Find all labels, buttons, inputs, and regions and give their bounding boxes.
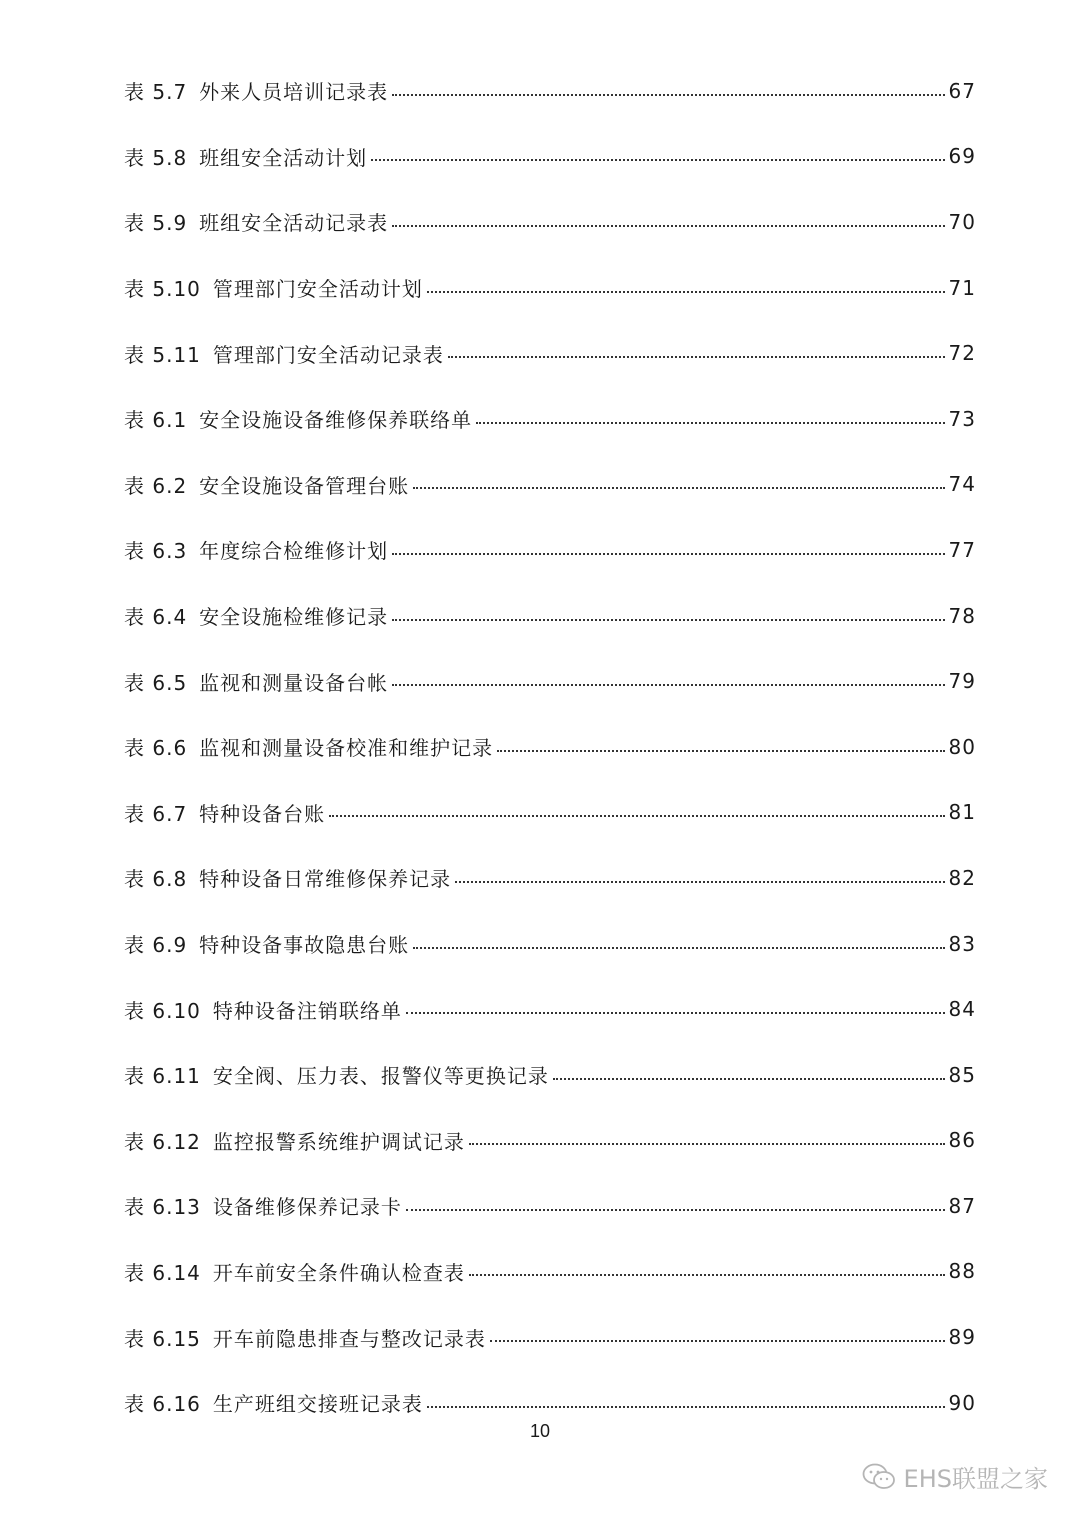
toc-entry[interactable] [124,255,976,321]
toc-entry[interactable] [124,1042,976,1108]
dot-leader [392,94,944,96]
dot-leader [427,291,945,293]
toc-entry-number: 表 6.14 [124,1260,201,1285]
toc-entry-page: 85 [948,1062,976,1087]
toc-entry-title: 外来人员培训记录表 [199,80,389,105]
toc-entry-number: 表 6.3 [124,539,188,564]
dot-leader [427,1406,945,1408]
toc-entry-title: 安全设施设备管理台账 [199,473,410,498]
toc-entry-title: 特种设备注销联络单 [212,998,402,1023]
dot-leader [371,159,944,161]
toc-entry[interactable] [124,1239,976,1305]
toc-entry-title: 监视和测量设备校准和维护记录 [199,736,494,761]
toc-entry-title: 年度综合检维修计划 [199,539,389,564]
dot-leader [406,1209,945,1211]
toc-entry-number: 表 5.9 [124,211,188,236]
toc-entry-number: 表 6.7 [124,801,188,826]
toc-entry[interactable] [124,1304,976,1370]
toc-entry-number: 表 6.1 [124,408,188,433]
toc-entry[interactable] [124,583,976,649]
toc-entry[interactable] [124,648,976,714]
toc-entry-title: 设备维修保养记录卡 [212,1195,402,1220]
toc-entry-number: 表 6.2 [124,473,188,498]
toc-entry-page: 84 [948,997,976,1022]
dot-leader [469,1143,945,1145]
toc-entry[interactable] [124,976,976,1042]
toc-entry-page: 86 [948,1128,976,1153]
table-of-contents [124,58,976,1435]
toc-entry-page: 82 [948,865,976,890]
toc-entry-title: 监控报警系统维护调试记录 [212,1129,465,1154]
toc-entry[interactable] [124,1173,976,1239]
dot-leader [392,684,944,686]
toc-entry-page: 67 [948,78,976,103]
dot-leader [392,225,944,227]
dot-leader [455,881,944,883]
toc-entry[interactable] [124,452,976,518]
toc-entry-title: 开车前安全条件确认检查表 [212,1260,465,1285]
toc-entry-page: 87 [948,1193,976,1218]
toc-entry-page: 79 [948,669,976,694]
toc-entry-page: 88 [948,1259,976,1284]
toc-entry-page: 90 [948,1390,976,1415]
toc-entry-page: 80 [948,734,976,759]
dot-leader [413,947,944,949]
toc-entry[interactable] [124,124,976,190]
toc-entry-number: 表 6.8 [124,867,188,892]
watermark-text: EHS联盟之家 [903,1465,1048,1493]
toc-entry[interactable] [124,189,976,255]
toc-entry-title: 班组安全活动记录表 [199,211,389,236]
toc-entry-page: 73 [948,406,976,431]
toc-entry-page: 70 [948,209,976,234]
toc-entry[interactable] [124,911,976,977]
toc-entry-number: 表 5.10 [124,277,201,302]
toc-entry[interactable] [124,780,976,846]
toc-entry-title: 管理部门安全活动计划 [212,277,423,302]
toc-entry-number: 表 6.12 [124,1129,201,1154]
toc-entry-page: 72 [948,341,976,366]
toc-entry-title: 安全阀、压力表、报警仪等更换记录 [212,1064,549,1089]
dot-leader [392,553,944,555]
page-number: 10 [529,1421,551,1441]
dot-leader [448,356,945,358]
dot-leader [469,1274,945,1276]
toc-entry-title: 生产班组交接班记录表 [212,1392,423,1417]
toc-entry-title: 管理部门安全活动记录表 [212,342,444,367]
toc-entry[interactable] [124,1108,976,1174]
dot-leader [392,619,944,621]
toc-entry-number: 表 6.6 [124,736,188,761]
toc-entry-title: 特种设备事故隐患台账 [199,933,410,958]
toc-entry-number: 表 6.4 [124,605,188,630]
dot-leader [476,422,944,424]
toc-entry-number: 表 6.13 [124,1195,201,1220]
toc-entry-page: 74 [948,472,976,497]
toc-entry-title: 安全设施检维修记录 [199,605,389,630]
toc-entry[interactable] [124,58,976,124]
toc-entry-title: 开车前隐患排查与整改记录表 [212,1326,486,1351]
toc-entry-page: 69 [948,144,976,169]
dot-leader [413,487,944,489]
toc-entry-page: 89 [948,1325,976,1350]
toc-entry-number: 表 6.15 [124,1326,201,1351]
toc-entry-number: 表 6.10 [124,998,201,1023]
toc-entry-title: 监视和测量设备台帐 [199,670,389,695]
toc-entry-page: 77 [948,537,976,562]
dot-leader [329,815,944,817]
toc-entry-number: 表 5.7 [124,80,188,105]
dot-leader [406,1012,945,1014]
toc-entry-number: 表 5.8 [124,145,188,170]
toc-entry-number: 表 5.11 [124,342,201,367]
toc-entry-page: 71 [948,275,976,300]
toc-entry[interactable] [124,320,976,386]
toc-entry[interactable] [124,517,976,583]
toc-entry-number: 表 6.16 [124,1392,201,1417]
dot-leader [553,1078,945,1080]
toc-entry-title: 特种设备台账 [199,801,326,826]
toc-entry-title: 班组安全活动计划 [199,145,368,170]
dot-leader [490,1340,945,1342]
toc-entry-title: 特种设备日常维修保养记录 [199,867,452,892]
toc-entry[interactable] [124,386,976,452]
toc-entry[interactable] [124,845,976,911]
dot-leader [497,750,944,752]
wechat-icon [862,1463,896,1491]
toc-entry-title: 安全设施设备维修保养联络单 [199,408,473,433]
toc-entry-number: 表 6.5 [124,670,188,695]
toc-entry-page: 81 [948,800,976,825]
toc-entry-page: 83 [948,931,976,956]
toc-entry[interactable] [124,714,976,780]
watermark [862,1459,1048,1494]
toc-entry-number: 表 6.9 [124,933,188,958]
toc-entry-number: 表 6.11 [124,1064,201,1089]
toc-entry-page: 78 [948,603,976,628]
